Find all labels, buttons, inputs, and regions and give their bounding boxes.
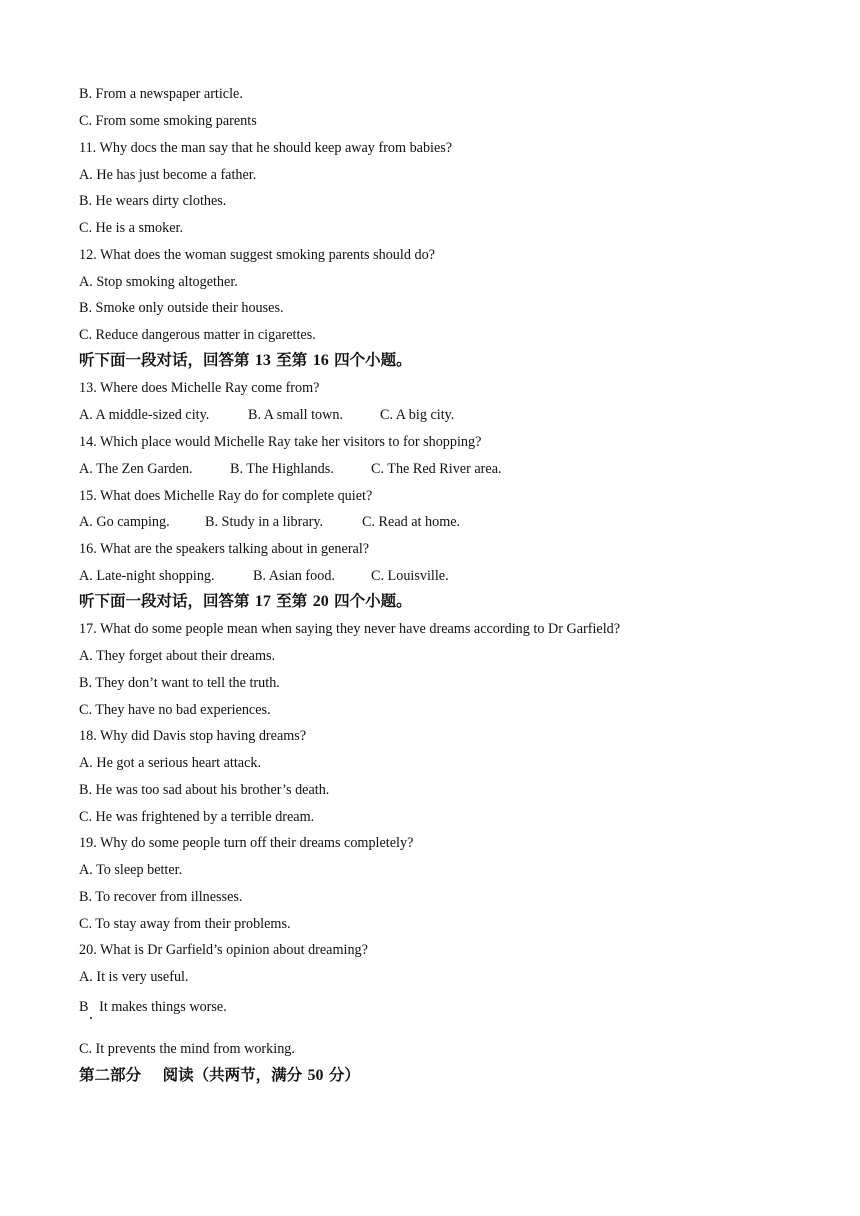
option-line: C. Reduce dangerous matter in cigarettes. <box>79 327 316 343</box>
option-c: C. The Red River area. <box>371 461 502 477</box>
option-line: B It makes things worse. <box>79 999 227 1015</box>
option-line: C. From some smoking parents <box>79 113 257 129</box>
heading-number: 13 <box>254 352 271 369</box>
option-line: B. He was too sad about his brother’s death. <box>79 782 330 798</box>
options-16 <box>79 567 449 585</box>
option-line: A. To sleep better. <box>79 862 183 878</box>
option-b: B. The Highlands. <box>230 461 334 477</box>
option-line: B. To recover from illnesses. <box>79 889 243 905</box>
question-20: 20. What is Dr Garfield’s opinion about dreaming? <box>79 942 368 958</box>
question-16: 16. What are the speakers talking about in general? <box>79 541 370 557</box>
stray-dot <box>90 1017 92 1019</box>
option-b: B. Asian food. <box>253 568 335 584</box>
option-line: B. He wears dirty clothes. <box>79 193 227 209</box>
options-14 <box>79 460 502 478</box>
heading-text: 第二部分 阅读（共两节，满分 <box>79 1066 308 1084</box>
option-line: A. They forget about their dreams. <box>79 648 276 664</box>
option-line: C. It prevents the mind from working. <box>79 1041 295 1057</box>
option-c: C. Read at home. <box>362 514 461 530</box>
option-line: B. From a newspaper article. <box>79 86 243 102</box>
option-line: C. He is a smoker. <box>79 220 184 236</box>
option-line: B. Smoke only outside their houses. <box>79 300 284 316</box>
option-line: B. They don’t want to tell the truth. <box>79 675 280 691</box>
option-b: B. Study in a library. <box>205 514 324 530</box>
option-a: A. The Zen Garden. <box>79 461 193 477</box>
heading-number: 20 <box>312 593 329 610</box>
option-a: A. A middle-sized city. <box>79 407 210 423</box>
question-15: 15. What does Michelle Ray do for complete quiet? <box>79 488 373 504</box>
heading-text: 至第 <box>270 592 313 610</box>
option-c: C. A big city. <box>380 407 455 423</box>
option-line: A. It is very useful. <box>79 969 189 985</box>
question-11: 11. Why docs the man say that he should keep away from babies? <box>79 140 453 156</box>
section-heading <box>79 350 412 371</box>
option-a: A. Go camping. <box>79 514 170 530</box>
heading-text: 四个小题。 <box>328 351 412 369</box>
option-c: C. Louisville. <box>371 568 449 584</box>
question-13: 13. Where does Michelle Ray come from? <box>79 380 320 396</box>
option-b: B. A small town. <box>248 407 343 423</box>
option-line: A. He got a serious heart attack. <box>79 755 262 771</box>
part-heading <box>79 1065 360 1086</box>
option-line: C. To stay away from their problems. <box>79 916 291 932</box>
option-line: A. He has just become a father. <box>79 167 257 183</box>
question-17: 17. What do some people mean when saying they never have dreams according to Dr Garfield? <box>79 621 621 637</box>
heading-text: 分） <box>323 1066 360 1084</box>
heading-number: 16 <box>312 352 329 369</box>
heading-text: 听下面一段对话，回答第 <box>79 351 255 369</box>
heading-text: 至第 <box>270 351 313 369</box>
question-12: 12. What does the woman suggest smoking parents should do? <box>79 247 435 263</box>
option-line: A. Stop smoking altogether. <box>79 274 238 290</box>
heading-number: 17 <box>254 593 271 610</box>
question-19: 19. Why do some people turn off their dreams completely? <box>79 835 414 851</box>
heading-number: 50 <box>307 1067 324 1084</box>
heading-text: 听下面一段对话，回答第 <box>79 592 255 610</box>
options-15 <box>79 513 460 531</box>
options-13 <box>79 406 454 424</box>
option-line: C. They have no bad experiences. <box>79 702 271 718</box>
option-a: A. Late-night shopping. <box>79 568 215 584</box>
option-line: C. He was frightened by a terrible dream. <box>79 809 315 825</box>
question-14: 14. Which place would Michelle Ray take her visitors to for shopping? <box>79 434 482 450</box>
section-heading <box>79 591 412 612</box>
heading-text: 四个小题。 <box>328 592 412 610</box>
question-18: 18. Why did Davis stop having dreams? <box>79 728 307 744</box>
